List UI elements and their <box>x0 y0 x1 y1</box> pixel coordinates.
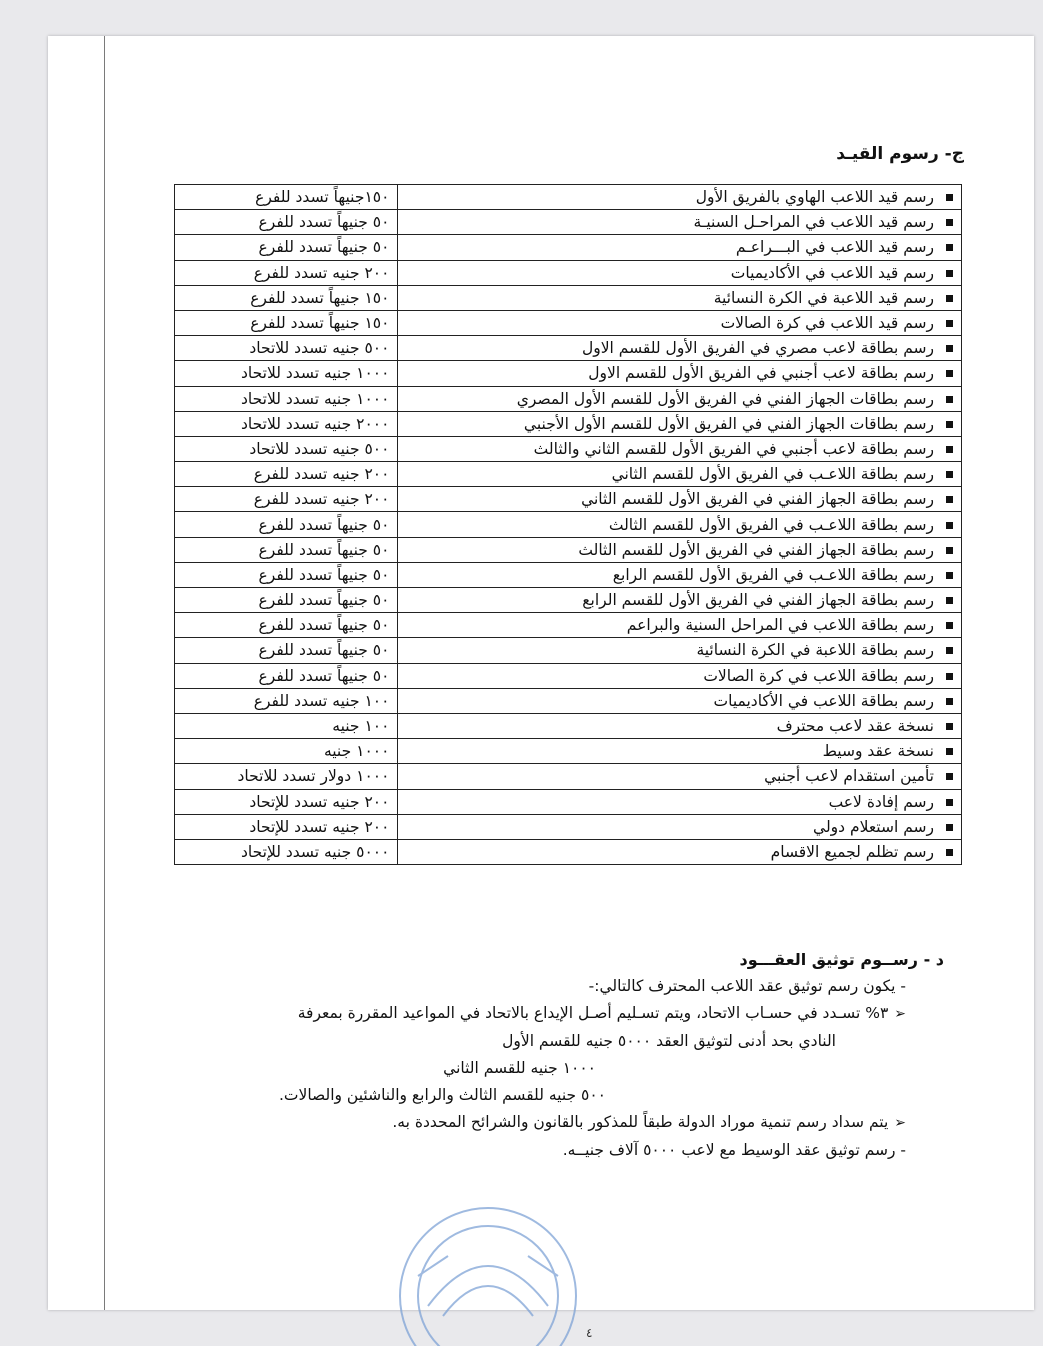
fee-amount-cell: ١٠٠ جنيه تسدد للفرع <box>175 688 398 713</box>
fee-row <box>175 739 962 764</box>
fee-item-label: رسم قيد اللاعب في كرة الصالات <box>720 314 934 333</box>
fee-item-label: رسم تظلم لجميع الاقسام <box>770 842 934 861</box>
fee-amount-cell: ٢٠٠ جنيه تسدد للإتحاد <box>175 814 398 839</box>
fee-item-cell <box>398 285 962 310</box>
fee-amount-cell: ٥٠ جنيهاً تسدد للفرع <box>175 210 398 235</box>
fee-row <box>175 613 962 638</box>
square-bullet-icon <box>946 320 953 327</box>
arrow-bullet-icon: ➢ <box>894 1006 906 1022</box>
fee-item-label: نسخة عقد وسيط <box>822 742 934 761</box>
square-bullet-icon <box>946 345 953 352</box>
fee-row <box>175 814 962 839</box>
fee-row <box>175 386 962 411</box>
fee-amount-cell: ٢٠٠ جنيه تسدد للفرع <box>175 462 398 487</box>
square-bullet-icon <box>946 446 953 453</box>
section-d-line: - رسم توثيق عقد الوسيط مع لاعب ٥٠٠٠ آلاف جنيــه. <box>562 1141 906 1159</box>
fee-item-label: رسم بطاقة الجهاز الفني في الفريق الأول للقسم الرابع <box>582 591 934 610</box>
fee-amount-cell: ٥٠ جنيهاً تسدد للفرع <box>175 562 398 587</box>
fee-row <box>175 336 962 361</box>
fee-amount-cell: ١٠٠٠ جنيه <box>175 739 398 764</box>
fee-item-label: رسم بطاقة الجهاز الفني في الفريق الأول للقسم الثالث <box>578 540 934 559</box>
fee-item-label: نسخة عقد لاعب محترف <box>776 717 934 736</box>
fee-row <box>175 537 962 562</box>
fee-row <box>175 512 962 537</box>
fee-row <box>175 210 962 235</box>
fee-amount-cell: ٢٠٠٠ جنيه تسدد للاتحاد <box>175 411 398 436</box>
fee-amount-cell: ٥٠ جنيهاً تسدد للفرع <box>175 235 398 260</box>
fee-item-cell <box>398 814 962 839</box>
section-c-heading: ج- رسوم القيـد <box>836 144 964 164</box>
square-bullet-icon <box>946 748 953 755</box>
square-bullet-icon <box>946 547 953 554</box>
fee-row <box>175 839 962 864</box>
square-bullet-icon <box>946 647 953 654</box>
fee-amount-cell: ١٥٠جنيهاً تسدد للفرع <box>175 185 398 210</box>
fee-amount-cell: ٥٠ جنيهاً تسدد للفرع <box>175 512 398 537</box>
fee-amount-cell: ١٥٠ جنيهاً تسدد للفرع <box>175 285 398 310</box>
fee-item-cell <box>398 310 962 335</box>
fee-item-cell <box>398 562 962 587</box>
fee-amount-cell: ١٠٠٠ دولار تسدد للاتحاد <box>175 764 398 789</box>
square-bullet-icon <box>946 622 953 629</box>
square-bullet-icon <box>946 496 953 503</box>
fee-item-cell <box>398 386 962 411</box>
section-d-line: ➢٣% تسـدد في حسـاب الاتحاد، ويتم تسـليم أصـل الإيداع بالاتحاد في المواعيد المقررة بمعرفة <box>46 1000 906 1028</box>
fee-item-label: رسم بطاقة اللاعب في كرة الصالات <box>703 666 934 685</box>
fee-row <box>175 462 962 487</box>
fee-item-label: رسم بطاقة اللاعـب في الفريق الأول للقسم الرابع <box>612 565 934 584</box>
fee-item-label: رسم بطاقة اللاعبة في الكرة النسائية <box>696 641 934 660</box>
fee-item-cell <box>398 336 962 361</box>
fee-item-cell <box>398 235 962 260</box>
fee-row <box>175 713 962 738</box>
fee-item-label: تأمين استقدام لاعب أجنبي <box>764 767 934 786</box>
fee-row <box>175 663 962 688</box>
section-d-line: ١٠٠٠ جنيه للقسم الثاني <box>443 1059 596 1077</box>
fee-item-cell <box>398 588 962 613</box>
square-bullet-icon <box>946 597 953 604</box>
fee-row <box>175 310 962 335</box>
fee-item-cell <box>398 462 962 487</box>
fee-item-cell <box>398 688 962 713</box>
fee-amount-cell: ١٠٠٠ جنيه تسدد للاتحاد <box>175 386 398 411</box>
fee-amount-cell: ١٥٠ جنيهاً تسدد للفرع <box>175 310 398 335</box>
fee-item-cell <box>398 739 962 764</box>
fee-row <box>175 285 962 310</box>
fee-item-label: رسم بطاقة اللاعب في الأكاديميات <box>713 691 934 710</box>
square-bullet-icon <box>946 244 953 251</box>
square-bullet-icon <box>946 270 953 277</box>
document-page <box>48 36 1034 1340</box>
section-d-line: - يكون رسم توثيق عقد اللاعب المحترف كالتالي:- <box>588 977 906 995</box>
square-bullet-icon <box>946 421 953 428</box>
section-d-heading: د - رســوم توثيق العقـــود <box>739 950 944 969</box>
fee-amount-cell: ٢٠٠ جنيه تسدد للفرع <box>175 260 398 285</box>
fee-item-label: رسم قيد اللاعب الهاوي بالفريق الأول <box>695 188 934 207</box>
fee-row <box>175 562 962 587</box>
fees-table <box>174 184 962 865</box>
fee-row <box>175 588 962 613</box>
official-stamp-image <box>388 1186 588 1346</box>
fee-item-label: رسم بطاقات الجهاز الفني في الفريق الأول للقسم الأول الأجنبي <box>523 414 934 433</box>
section-d-line: ➢يتم سداد رسم تنمية موراد الدولة طبقاً للمذكور بالقانون والشرائح المحددة به. <box>46 1109 906 1137</box>
fee-item-cell <box>398 210 962 235</box>
fee-amount-cell: ٥٠ جنيهاً تسدد للفرع <box>175 537 398 562</box>
fee-row <box>175 688 962 713</box>
square-bullet-icon <box>946 673 953 680</box>
fee-item-label: رسم بطاقة لاعب أجنبي في الفريق الأول للقسم الثاني والثالث <box>533 439 934 458</box>
fee-item-label: رسم قيد اللاعبة في الكرة النسائية <box>713 288 934 307</box>
fee-item-label: رسم بطاقة اللاعب في المراحل السنية والبراعم <box>626 616 934 635</box>
arrow-bullet-icon: ➢ <box>894 1115 906 1131</box>
fee-amount-cell: ٥٠٠٠ جنيه تسدد للإتحاد <box>175 839 398 864</box>
fee-amount-cell: ٥٠ جنيهاً تسدد للفرع <box>175 588 398 613</box>
fee-item-cell <box>398 839 962 864</box>
fee-row <box>175 436 962 461</box>
square-bullet-icon <box>946 522 953 529</box>
fee-amount-cell: ٥٠٠ جنيه تسدد للاتحاد <box>175 336 398 361</box>
fee-row <box>175 764 962 789</box>
fee-item-cell <box>398 613 962 638</box>
square-bullet-icon <box>946 773 953 780</box>
fee-item-cell <box>398 764 962 789</box>
fee-item-label: رسم قيد اللاعب في البـــراعـم <box>735 238 934 257</box>
fee-item-cell <box>398 638 962 663</box>
fee-item-cell <box>398 361 962 386</box>
fee-item-cell <box>398 436 962 461</box>
fee-item-label: رسم بطاقة اللاعـب في الفريق الأول للقسم الثالث <box>608 515 934 534</box>
fee-item-label: رسم قيد اللاعب في الأكاديميات <box>730 263 934 282</box>
square-bullet-icon <box>946 194 953 201</box>
section-d-line: النادي بحد أدنى لتوثيق العقد ٥٠٠٠ جنيه للقسم الأول <box>502 1032 836 1050</box>
fee-item-cell <box>398 537 962 562</box>
fee-row <box>175 185 962 210</box>
fee-amount-cell: ٥٠٠ جنيه تسدد للاتحاد <box>175 436 398 461</box>
fee-amount-cell: ١٠٠ جنيه <box>175 713 398 738</box>
fee-item-cell <box>398 663 962 688</box>
square-bullet-icon <box>946 849 953 856</box>
square-bullet-icon <box>946 219 953 226</box>
section-d-line: ٥٠٠ جنيه للقسم الثالث والرابع والناشئين والصالات. <box>278 1086 606 1104</box>
fee-amount-cell: ٢٠٠ جنيه تسدد للإتحاد <box>175 789 398 814</box>
fee-item-cell <box>398 789 962 814</box>
fee-amount-cell: ١٠٠٠ جنيه تسدد للاتحاد <box>175 361 398 386</box>
square-bullet-icon <box>946 824 953 831</box>
square-bullet-icon <box>946 572 953 579</box>
fee-row <box>175 235 962 260</box>
fee-item-label: رسم بطاقة لاعب أجنبي في الفريق الأول للقسم الاول <box>588 364 934 383</box>
square-bullet-icon <box>946 723 953 730</box>
square-bullet-icon <box>946 396 953 403</box>
fee-item-label: رسم بطاقة الجهاز الفني في الفريق الأول للقسم الثاني <box>581 490 934 509</box>
fee-item-label: رسم بطاقة اللاعـب في الفريق الأول للقسم الثاني <box>611 465 934 484</box>
square-bullet-icon <box>946 698 953 705</box>
section-d <box>46 946 944 1164</box>
fee-row <box>175 411 962 436</box>
fee-item-label: رسم إفادة لاعب <box>828 792 934 811</box>
fee-amount-cell: ٥٠ جنيهاً تسدد للفرع <box>175 638 398 663</box>
fee-item-label: رسم قيد اللاعب في المراحـل السنيـة <box>693 213 934 232</box>
fee-row <box>175 260 962 285</box>
fee-item-label: رسم بطاقات الجهاز الفني في الفريق الأول للقسم الأول المصري <box>516 389 934 408</box>
fee-item-label: رسم بطاقة لاعب مصري في الفريق الأول للقسم الاول <box>581 339 934 358</box>
fee-item-cell <box>398 713 962 738</box>
fee-item-cell <box>398 260 962 285</box>
fee-item-cell <box>398 512 962 537</box>
fee-amount-cell: ٢٠٠ جنيه تسدد للفرع <box>175 487 398 512</box>
fee-item-cell <box>398 487 962 512</box>
fee-row <box>175 638 962 663</box>
fee-row <box>175 361 962 386</box>
fee-row <box>175 487 962 512</box>
fee-row <box>175 789 962 814</box>
fee-item-cell <box>398 411 962 436</box>
fee-item-cell <box>398 185 962 210</box>
square-bullet-icon <box>946 799 953 806</box>
square-bullet-icon <box>946 370 953 377</box>
page-number: ٤ <box>586 1326 593 1340</box>
square-bullet-icon <box>946 471 953 478</box>
square-bullet-icon <box>946 295 953 302</box>
fee-item-label: رسم استعلام دولي <box>813 817 934 836</box>
fee-amount-cell: ٥٠ جنيهاً تسدد للفرع <box>175 613 398 638</box>
fee-amount-cell: ٥٠ جنيهاً تسدد للفرع <box>175 663 398 688</box>
